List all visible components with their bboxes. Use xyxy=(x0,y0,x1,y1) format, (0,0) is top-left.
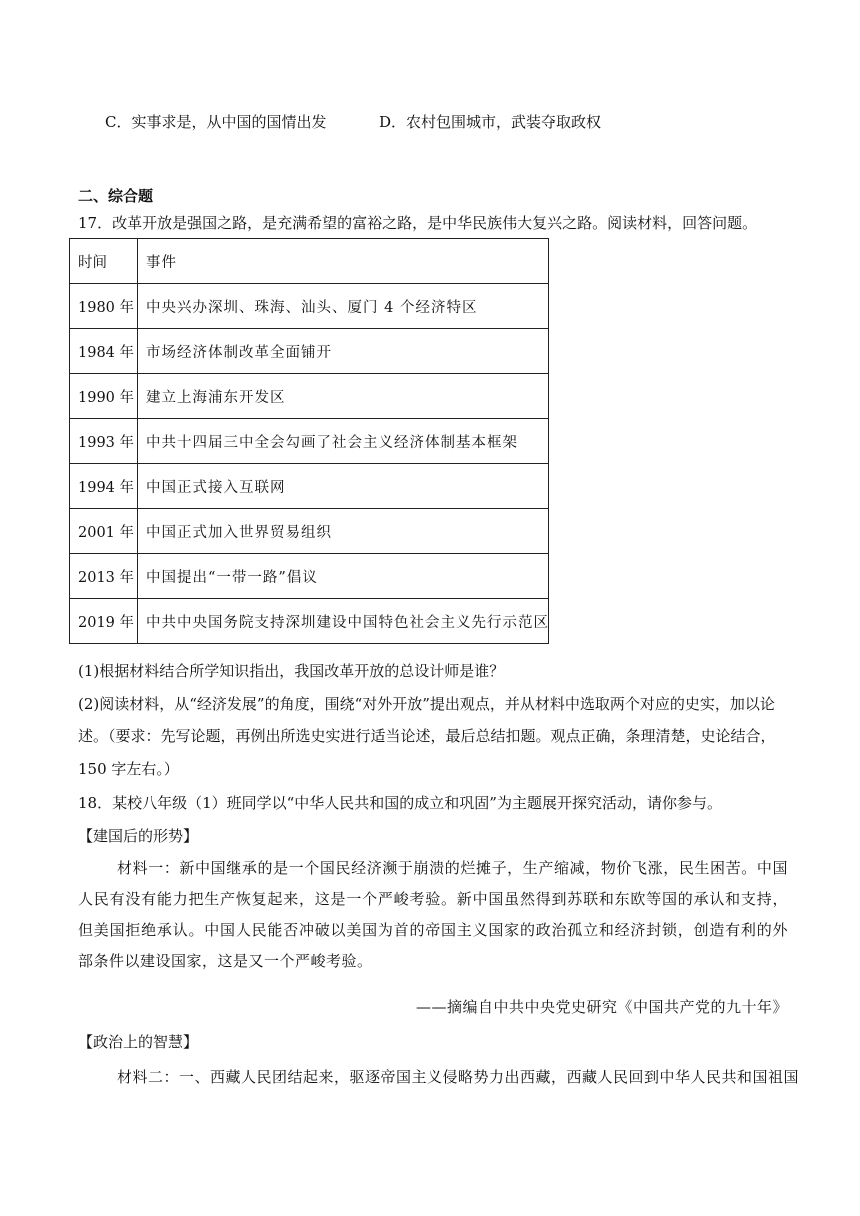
table-row xyxy=(70,419,549,464)
table-cell-year: 1993 年 xyxy=(70,419,138,464)
table-row xyxy=(70,329,549,374)
table-cell-event: 中共十四届三中全会勾画了社会主义经济体制基本框架 xyxy=(138,419,549,464)
q18-material-two: 材料二：一、西藏人民团结起来，驱逐帝国主义侵略势力出西藏，西藏人民回到中华人民共和国祖国 xyxy=(117,1068,800,1086)
table-row xyxy=(70,464,549,509)
table-row xyxy=(70,599,549,644)
table-row xyxy=(70,374,549,419)
table-header-event: 事件 xyxy=(138,239,549,284)
q17-sub2-line1: (2)阅读材料，从“经济发展”的角度，围绕“对外开放”提出观点，并从材料中选取两个对应的史实，加以论 xyxy=(78,695,775,713)
table-row xyxy=(70,284,549,329)
table-cell-event: 中国提出“一带一路”倡议 xyxy=(138,554,549,599)
table-cell-event: 中央兴办深圳、珠海、汕头、厦门 4 个经济特区 xyxy=(138,284,549,329)
table-row xyxy=(70,554,549,599)
table-cell-year: 2013 年 xyxy=(70,554,138,599)
q18-stem: 18．某校八年级（1）班同学以“中华人民共和国的成立和巩固”为主题展开探究活动，请你参与。 xyxy=(78,794,722,812)
table-cell-event: 市场经济体制改革全面铺开 xyxy=(138,329,549,374)
table-header-time: 时间 xyxy=(70,239,138,284)
q18-heading-politics: 【政治上的智慧】 xyxy=(78,1033,199,1051)
table-cell-year: 1990 年 xyxy=(70,374,138,419)
option-c: C．实事求是，从中国的国情出发 xyxy=(105,113,327,131)
table-cell-event: 建立上海浦东开发区 xyxy=(138,374,549,419)
table-row xyxy=(70,509,549,554)
table-cell-event: 中国正式加入世界贸易组织 xyxy=(138,509,549,554)
q18-heading-situation: 【建国后的形势】 xyxy=(78,827,199,845)
q17-sub1: (1)根据材料结合所学知识指出，我国改革开放的总设计师是谁？ xyxy=(78,662,505,680)
table-cell-year: 2019 年 xyxy=(70,599,138,644)
q17-sub2-line2: 述。（要求：先写论题，再例出所选史实进行适当论述，最后总结扣题。观点正确，条理清楚，史论结合， xyxy=(78,727,776,745)
table-cell-event: 中共中央国务院支持深圳建设中国特色社会主义先行示范区 xyxy=(138,599,549,644)
q18-material-one: 材料一：新中国继承的是一个国民经济濒于崩溃的烂摊子，生产缩减，物价飞涨，民生困苦。中国人民有没有能力把生产恢复起来，这是一个严峻考验。新中国虽然得到苏联和东欧等国的承认和支持，但美国拒绝承认。中国人民能否冲破以美国为首的帝国主义国家的政治孤立和经济封锁，创造有利的外部条件以建设国家，这是又一个严峻考验。 xyxy=(78,859,788,970)
q17-stem: 17．改革开放是强国之路，是充满希望的富裕之路，是中华民族伟大复兴之路。阅读材料，回答问题。 xyxy=(78,214,758,232)
table-cell-year: 1984 年 xyxy=(70,329,138,374)
q17-sub2-line3: 150 字左右。） xyxy=(78,760,179,778)
table-header-row xyxy=(70,239,549,284)
option-d: D．农村包围城市，武装夺取政权 xyxy=(379,113,602,131)
table-cell-event: 中国正式接入互联网 xyxy=(138,464,549,509)
table-cell-year: 1994 年 xyxy=(70,464,138,509)
table-cell-year: 2001 年 xyxy=(70,509,138,554)
q18-source-one: ——摘编自中共中央党史研究《中国共产党的九十年》 xyxy=(415,998,788,1016)
section-heading: 二、综合题 xyxy=(78,187,154,205)
events-table xyxy=(69,238,549,644)
table-cell-year: 1980 年 xyxy=(70,284,138,329)
